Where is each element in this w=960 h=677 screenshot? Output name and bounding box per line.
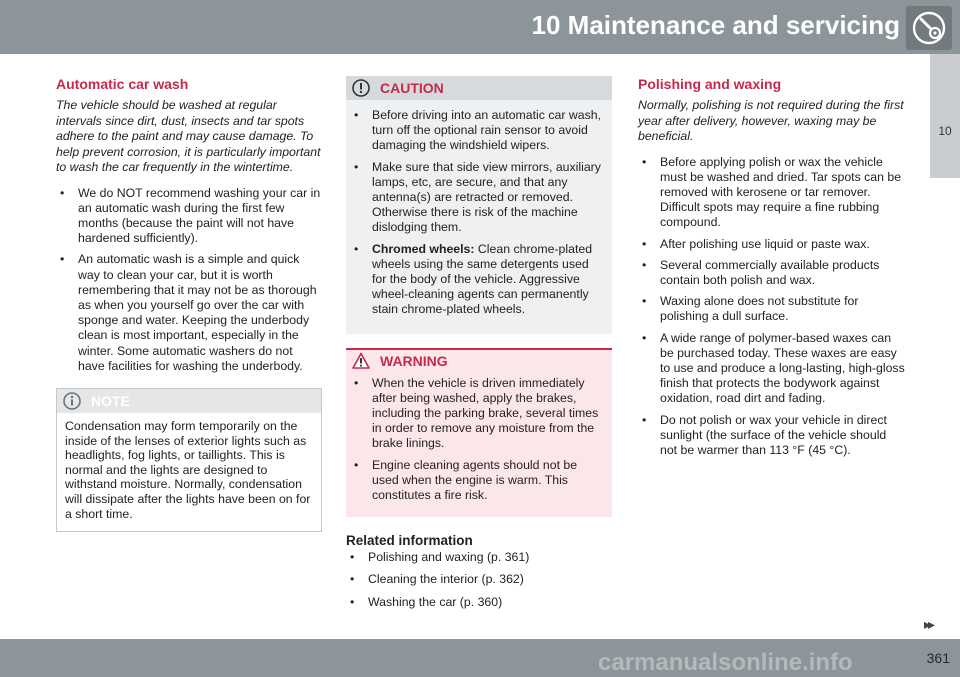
note-header xyxy=(57,389,321,413)
chromed-wheels-label: Chromed wheels: xyxy=(372,241,475,256)
caution-body xyxy=(346,100,612,334)
list-item: • Engine cleaning agents should not be used when the engine is warm. This constitutes a fire risk. xyxy=(350,458,606,504)
related-list xyxy=(346,550,612,610)
chapter-icon-box xyxy=(906,6,952,50)
note-label: NOTE xyxy=(91,392,130,409)
note-text: Condensation may form temporarily on the inside of the lenses of exterior lights such as headlights, fog lights, or taillights. This is normal and the lights are designed to withstand moisture. Normally, condensation will dissipate after the lights have been on for a short time. xyxy=(57,413,321,531)
page-number: 361 xyxy=(926,650,950,666)
warning-label: WARNING xyxy=(380,352,448,369)
list-item: • Waxing alone does not substitute for polishing a dull surface. xyxy=(638,294,906,324)
next-page-arrows[interactable]: ▸▸ xyxy=(924,616,933,632)
bullet-list xyxy=(56,186,322,374)
wrench-gear-icon xyxy=(910,9,948,47)
warning-box xyxy=(346,348,612,518)
section-lead: Normally, polishing is not required during the first year after delivery, however, waxing may be beneficial. xyxy=(638,98,904,143)
related-link[interactable]: • Washing the car (p. 360) xyxy=(346,595,612,610)
list-item: • Make sure that side view mirrors, auxiliary lamps, etc, are secure, and that any antenna(s) are retracted or removed. Otherwise there is risk of the machine dislodging them. xyxy=(350,160,606,236)
chromed-wheels-text: Clean chrome-plated wheels using the same detergents used for the body of the vehicle. Aggressive wheel-cleaning agents can permanently stain chrome-plated wheels. xyxy=(372,241,593,317)
section-lead: The vehicle should be washed at regular intervals since dirt, dust, insects and tar spots adhere to the paint and may cause damage. To help prevent corrosion, it is particularly important to wash the car frequently in the wintertime. xyxy=(56,98,321,174)
list-item: • Do not polish or wax your vehicle in direct sunlight (the surface of the vehicle should not be warmer than 113 °F (45 °C). xyxy=(638,413,906,459)
note-box xyxy=(56,388,322,532)
exclamation-icon xyxy=(352,79,370,97)
related-link[interactable]: • Polishing and waxing (p. 361) xyxy=(346,550,612,565)
list-item xyxy=(350,242,606,318)
list-item: • After polishing use liquid or paste wax. xyxy=(638,237,906,252)
related-link[interactable]: • Cleaning the interior (p. 362) xyxy=(346,572,612,587)
header-bar xyxy=(0,0,960,54)
related-heading: Related information xyxy=(346,533,473,549)
warning-header xyxy=(346,348,612,372)
bullet-list xyxy=(638,155,906,459)
list-item: • Several commercially available products contain both polish and wax. xyxy=(638,258,906,288)
list-item: • Before applying polish or wax the vehicle must be washed and dried. Tar spots can be removed with kerosene or tar remover. Difficult spots may require a fine rubbing compound. xyxy=(638,155,906,231)
column-polishing-waxing xyxy=(638,76,906,464)
bullet-list xyxy=(350,108,606,318)
side-tab-label: 10 xyxy=(938,124,952,138)
list-item: • An automatic wash is a simple and quick way to clean your car, but it is worth remembering that it may not be as thorough as when you yourself go over the car with sponge and water. Keeping the underbody clean is most important, especially in the winter. Some automatic washers do not have facilities for washing the underbody. xyxy=(56,252,322,374)
list-item: • A wide range of polymer-based waxes can be purchased today. These waxes are easy to use and produce a long-lasting, high-gloss finish that protects the bodywork against oxidation, road dirt and fading. xyxy=(638,331,906,407)
caution-label: CAUTION xyxy=(380,80,444,96)
list-item: • When the vehicle is driven immediately after being washed, apply the brakes, including the parking brake, several times in order to remove any moisture from the brake linings. xyxy=(350,376,606,452)
caution-header xyxy=(346,76,612,100)
info-icon xyxy=(63,392,81,410)
list-item: • We do NOT recommend washing your car in an automatic wash during the first few months (because the paint will not have hardened sufficiently). xyxy=(56,186,322,247)
caution-box xyxy=(346,76,612,334)
column-automatic-car-wash xyxy=(56,76,322,532)
column-caution-warning xyxy=(346,76,612,617)
warning-body xyxy=(346,372,612,518)
section-heading: Automatic car wash xyxy=(56,76,189,92)
bullet-list xyxy=(350,376,606,504)
chapter-side-tab[interactable] xyxy=(930,54,960,178)
watermark: carmanualsonline.info xyxy=(598,649,853,676)
section-heading: Polishing and waxing xyxy=(638,76,782,92)
list-item: • Before driving into an automatic car wash, turn off the optional rain sensor to avoid damaging the windshield wipers. xyxy=(350,108,606,154)
chapter-title: 10 Maintenance and servicing xyxy=(531,10,900,40)
warning-triangle-icon xyxy=(352,352,370,370)
related-information xyxy=(346,533,612,610)
